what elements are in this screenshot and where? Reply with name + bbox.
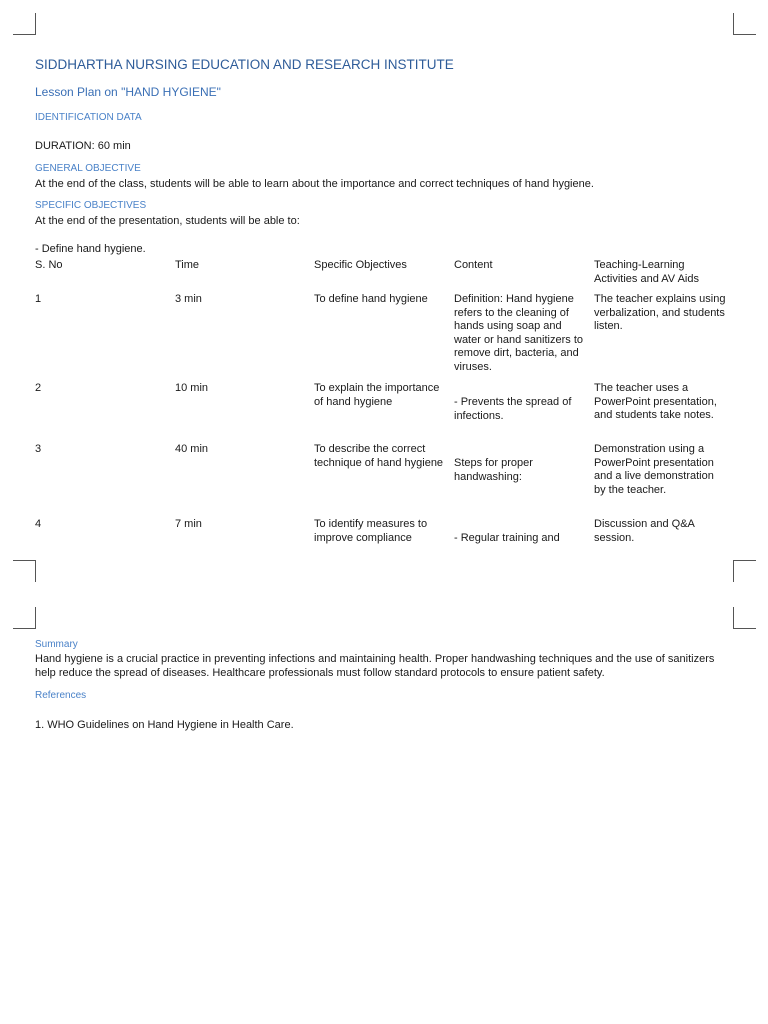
table-header: Specific Objectives	[314, 259, 407, 271]
identification-label: IDENTIFICATION DATA	[35, 112, 142, 123]
table-cell-activities: Demonstration using a PowerPoint presentation and a live demonstration by the teacher.	[594, 443, 714, 496]
table-cell-sno: 4	[35, 518, 42, 530]
table-cell-time: 3 min	[175, 293, 202, 305]
table-cell-content: Steps for proper handwashing:	[454, 457, 533, 483]
crop-mark	[13, 34, 35, 35]
table-cell-activities: The teacher uses a PowerPoint presentation, and students take notes.	[594, 382, 717, 422]
table-cell-content: - Prevents the spread of infections.	[454, 396, 572, 422]
duration-text: DURATION: 60 min	[35, 140, 131, 152]
table-cell-objective: To define hand hygiene	[314, 293, 428, 305]
crop-mark	[733, 13, 734, 35]
lesson-title: Lesson Plan on "HAND HYGIENE"	[35, 85, 221, 99]
table-cell-time: 10 min	[175, 382, 209, 394]
crop-mark	[35, 13, 36, 35]
specific-objectives-intro: At the end of the presentation, students will be able to:	[35, 215, 300, 227]
crop-mark	[734, 34, 756, 35]
crop-mark	[733, 607, 734, 629]
table-cell-activities: The teacher explains using verbalization, and students listen.	[594, 293, 726, 333]
institute-title: SIDDHARTHA NURSING EDUCATION AND RESEARCH INSTITUTE	[35, 57, 454, 72]
table-cell-content: - Regular training and	[454, 532, 560, 544]
reference-item: 1. WHO Guidelines on Hand Hygiene in Health Care.	[35, 719, 294, 731]
table-cell-objective: To identify measures to improve compliance	[314, 518, 428, 544]
table-cell-time: 7 min	[175, 518, 202, 530]
specific-objectives-label: SPECIFIC OBJECTIVES	[35, 200, 147, 211]
general-objective-text: At the end of the class, students will be able to learn about the importance and correct techniques of hand hygiene.	[35, 178, 594, 190]
crop-mark	[734, 560, 756, 561]
crop-mark	[733, 560, 734, 582]
table-cell-sno: 3	[35, 443, 42, 455]
table-cell-objective: To describe the correct technique of hand hygiene	[314, 443, 444, 469]
general-objective-label: GENERAL OBJECTIVE	[35, 163, 141, 174]
crop-mark	[13, 560, 35, 561]
table-cell-sno: 2	[35, 382, 42, 394]
table-cell-content: Definition: Hand hygiene refers to the cleaning of hands using soap and water or hand sanitizers to remove dirt, bacteria, and viruses.	[454, 293, 584, 373]
crop-mark	[734, 628, 756, 629]
table-cell-time: 40 min	[175, 443, 209, 455]
crop-mark	[13, 628, 35, 629]
table-header: Content	[454, 259, 493, 271]
table-header: Time	[175, 259, 200, 271]
references-label: References	[35, 690, 87, 701]
summary-text: Hand hygiene is a crucial practice in preventing infections and maintaining health. Proper handwashing techniques and the use of sanitizers help reduce the spread of diseases. Healthcare professionals must follow standard protocols to ensure patient safety.	[35, 653, 715, 679]
table-cell-objective: To explain the importance of hand hygiene	[314, 382, 440, 408]
table-header: Teaching-Learning Activities and AV Aids	[594, 259, 699, 285]
table-cell-activities: Discussion and Q&A session.	[594, 518, 695, 544]
crop-mark	[35, 560, 36, 582]
table-cell-sno: 1	[35, 293, 42, 305]
table-header: S. No	[35, 259, 63, 271]
summary-label: Summary	[35, 639, 78, 650]
crop-mark	[35, 607, 36, 629]
specific-objectives-item: - Define hand hygiene.	[35, 243, 146, 255]
